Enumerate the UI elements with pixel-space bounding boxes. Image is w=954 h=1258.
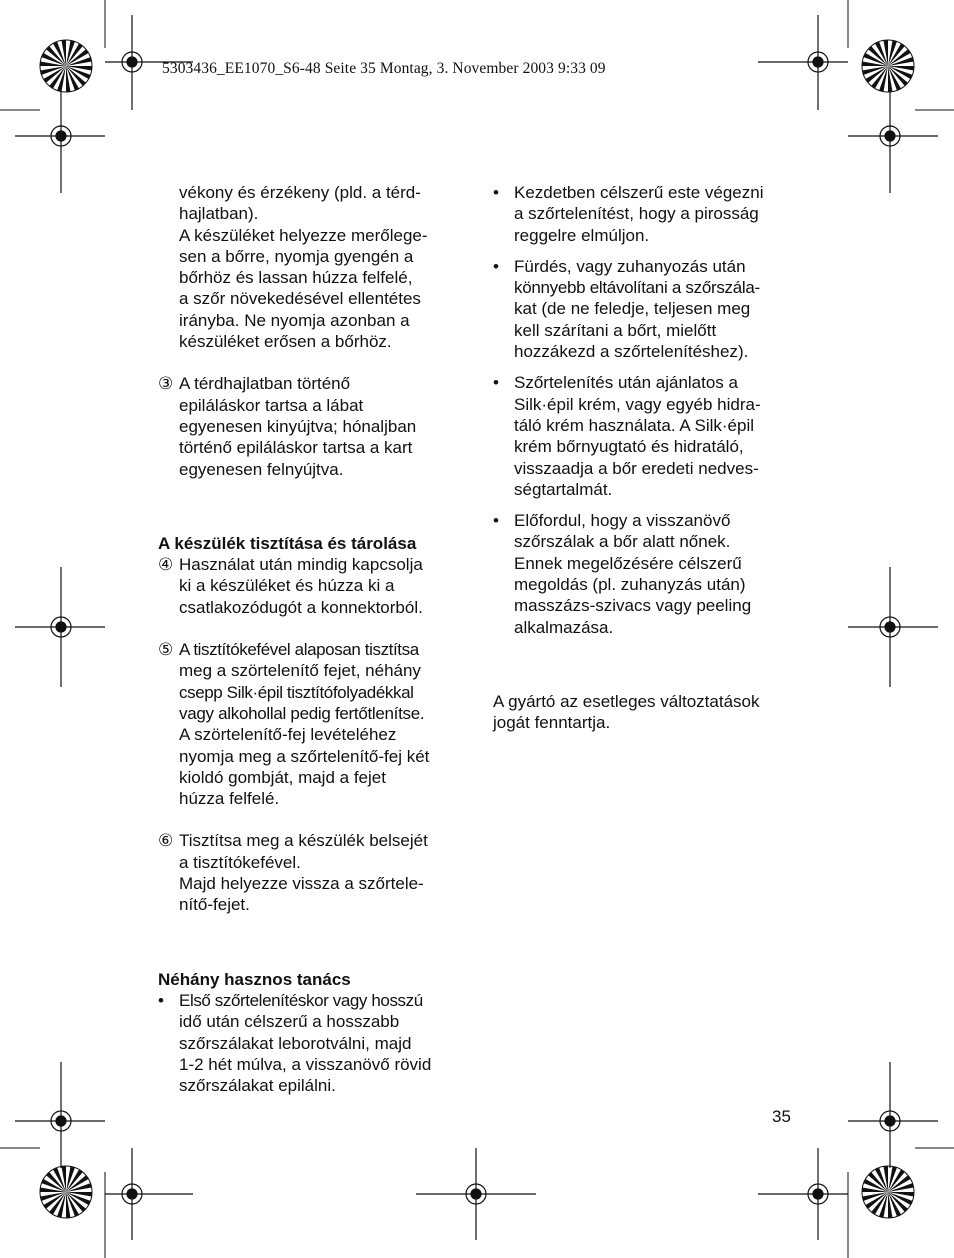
registration-cross-bottom-left-b <box>105 1148 193 1240</box>
starburst-target-top-left <box>40 40 92 92</box>
paragraph-continuation: vékony és érzékeny (pld. a térd- hajlatban). A készüléket helyezze merőlege- sen a bőrre, nyomja gyengén a bőrhöz és lassan húzza felfelé, a szőr növekedésével ellentétes irányba. Ne nyomja azonban a készüléket erősen a bőrhöz. <box>179 183 428 352</box>
step-number-3: ③ <box>158 374 174 394</box>
step-number-4: ④ <box>158 555 174 575</box>
registration-cross-top-right-a <box>758 15 848 110</box>
step-number-5: ⑤ <box>158 640 174 660</box>
tip-item: • Kezdetben célszerű este végezni a szőrtelenítést, hogy a pirosság reggelre elmúljon. <box>493 183 764 245</box>
registration-cross-mid-left <box>15 567 105 687</box>
registration-cross-top-left-b <box>15 92 105 193</box>
bullet: • <box>493 256 499 276</box>
print-slug-header: 5303436_EE1070_S6-48 Seite 35 Montag, 3. November 2003 9:33 09 <box>162 60 606 77</box>
bullet: • <box>493 183 499 202</box>
section-heading-cleaning: A készülék tisztítása és tárolása <box>158 533 417 553</box>
step-6: ⑥ Tisztítsa meg a készülék belsejét a tisztítókefével. Majd helyezze vissza a szőrtele- nítő-fejet. <box>158 831 428 915</box>
registration-cross-bottom-center <box>416 1148 536 1240</box>
registration-cross-bottom-right-b <box>758 1148 848 1240</box>
bullet: • <box>493 511 499 531</box>
tip-item: • Fürdés, vagy zuhanyozás után könnyebb eltávolítani a szőrszála- kat (de ne feledje, teljesen meg kell szárítani a bőrt, mielőtt hozzákezd a szőrtelenítéshez). <box>493 256 760 362</box>
left-column <box>158 182 464 1096</box>
tip-item: • Első szőrtelenítéskor vagy hosszú idő után célszerű a hosszabb szőrszálakat leborotválni, majd 1-2 hét múlva, a visszanövő rövid szőrszálakat epilálni. <box>158 990 432 1096</box>
bullet: • <box>158 990 164 1010</box>
starburst-target-bottom-left <box>40 1166 92 1218</box>
registration-cross-top-right-b <box>848 92 938 193</box>
step-5: ⑤ A tisztítókefével alaposan tisztítsa meg a szörtelenítő fejet, néhány csepp Silk·épil tisztítófolyadékkal vagy alkohollal pedig fertőtlenítse. A szörtelenítő-fej levételéhez nyomja meg a szőrtelenítő-fej két kioldó gombját, majd a fejet húzza felfelé. <box>158 640 430 809</box>
step-4: ④ Használat után mindig kapcsolja ki a készüléket és húzza ki a csatlakozódugót a konnektorból. <box>158 555 423 617</box>
manufacturer-notice: A gyártó az esetleges változtatások jogát fenntartja. <box>493 691 760 733</box>
section-heading-tips: Néhány hasznos tanács <box>158 969 351 989</box>
registration-cross-mid-right <box>848 567 938 687</box>
starburst-target-bottom-right <box>862 1166 914 1218</box>
tip-item: • Előfordul, hogy a visszanövő szőrszálak a bőr alatt nőnek. Ennek megelőzésére célszerű megoldás (pl. zuhanyzás után) masszázs-szivacs vagy peeling alkalmazása. <box>493 511 752 637</box>
registration-cross-bottom-left-a <box>15 1062 105 1168</box>
starburst-target-top-right <box>862 40 914 92</box>
step-3: ③ A térdhajlatban történő epiláláskor tartsa a lábat egyenesen kinyújtva; hónaljban történő epiláláskor tartsa a kart egyenesen felnyújtva. <box>158 374 417 479</box>
tip-item: • Szőrtelenítés után ajánlatos a Silk·épil krém, vagy egyéb hidra- táló krém használata. A Silk·épil krém bőrnyugtató és hidratáló, visszaadja a bőr eredeti nedves- ségtartalmát. <box>493 373 761 499</box>
page-number: 35 <box>772 1107 791 1126</box>
bullet: • <box>493 373 499 393</box>
right-column <box>493 182 799 734</box>
step-number-6: ⑥ <box>158 831 174 851</box>
registration-cross-bottom-right-a <box>848 1062 938 1168</box>
